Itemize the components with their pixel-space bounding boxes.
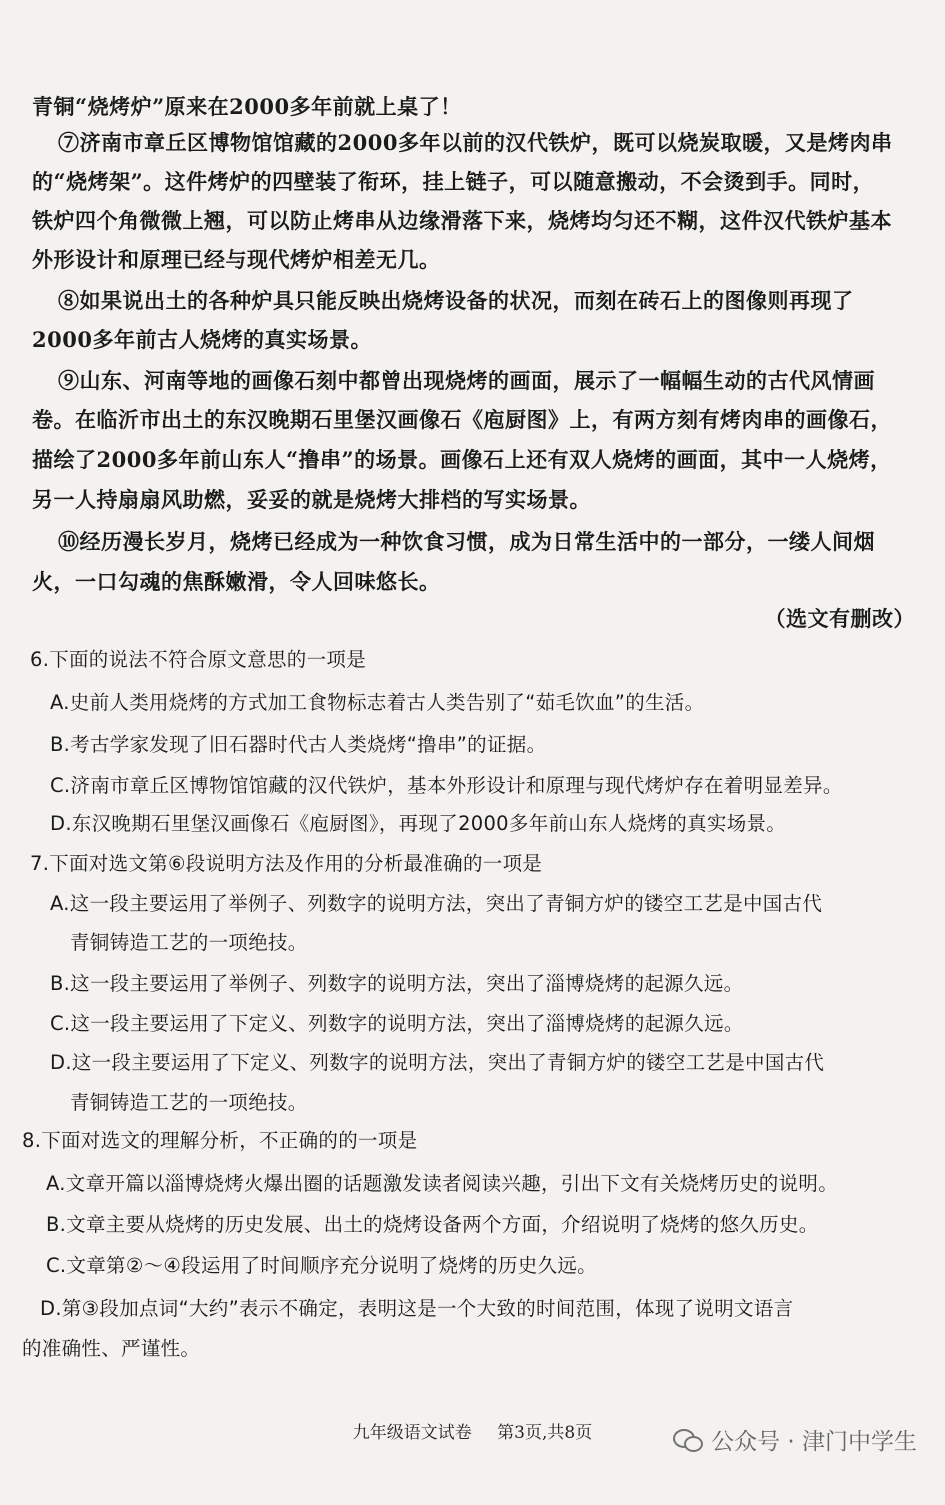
question-7-stem: 7.下面对选文第⑥段说明方法及作用的分析最准确的一项是 bbox=[30, 852, 543, 875]
question-8-option-d-cont: 的准确性、严谨性。 bbox=[22, 1337, 201, 1360]
question-6-stem: 6.下面的说法不符合原文意思的一项是 bbox=[30, 648, 367, 671]
question-7-option-d-cont: 青铜铸造工艺的一项绝技。 bbox=[70, 1091, 308, 1114]
question-8-option-c: C.文章第②～④段运用了时间顺序充分说明了烧烤的历史久远。 bbox=[46, 1254, 597, 1277]
question-7-option-c: C.这一段主要运用了下定义、列数字的说明方法，突出了淄博烧烤的起源久远。 bbox=[50, 1012, 744, 1035]
question-6-option-c: C.济南市章丘区博物馆馆藏的汉代铁炉，基本外形设计和原理与现代烤炉存在着明显差异。 bbox=[50, 774, 843, 797]
paragraph-10-line: ⑩经历漫长岁月，烧烤已经成为一种饮食习惯，成为日常生活中的一部分，一缕人间烟 bbox=[58, 529, 875, 554]
passage-line: 火，一口勾魂的焦酥嫩滑，令人回味悠长。 bbox=[32, 569, 441, 594]
passage-line: 的“烧烤架”。这件烤炉的四壁装了衔环，挂上链子，可以随意搬动，不会烫到手。同时， bbox=[32, 169, 875, 194]
question-7-option-a: A.这一段主要运用了举例子、列数字的说明方法，突出了青铜方炉的镂空工艺是中国古代 bbox=[50, 892, 823, 915]
question-7-option-a-cont: 青铜铸造工艺的一项绝技。 bbox=[70, 931, 308, 954]
passage-line: 描绘了2000多年前山东人“撸串”的场景。画像石上还有双人烧烤的画面，其中一人烧烤， bbox=[32, 447, 892, 472]
passage-line: 铁炉四个角微微上翘，可以防止烤串从边缘滑落下来，烧烤均匀还不糊，这件汉代铁炉基本 bbox=[32, 208, 892, 233]
wechat-watermark bbox=[673, 1423, 917, 1456]
question-7-option-b: B.这一段主要运用了举例子、列数字的说明方法，突出了淄博烧烤的起源久远。 bbox=[50, 972, 744, 995]
question-8-option-a: A.文章开篇以淄博烧烤火爆出圈的话题激发读者阅读兴趣，引出下文有关烧烤历史的说明。 bbox=[46, 1172, 838, 1195]
question-8-option-d: D.第③段加点词“大约”表示不确定，表明这是一个大致的时间范围，体现了说明文语言 bbox=[40, 1297, 794, 1320]
question-8-option-b: B.文章主要从烧烤的历史发展、出土的烧烤设备两个方面，介绍说明了烧烤的悠久历史。 bbox=[46, 1213, 819, 1236]
question-6-option-d: D.东汉晚期石里堡汉画像石《庖厨图》，再现了2000多年前山东人烧烤的真实场景。 bbox=[50, 812, 787, 835]
watermark-text: 公众号 · 津门中学生 bbox=[711, 1429, 917, 1455]
question-8-stem: 8.下面对选文的理解分析，不正确的的一项是 bbox=[22, 1129, 418, 1152]
paragraph-7-line: ⑦济南市章丘区博物馆馆藏的2000多年以前的汉代铁炉，既可以烧炭取暖，又是烤肉串 bbox=[58, 130, 893, 155]
passage-line: 2000多年前古人烧烤的真实场景。 bbox=[32, 327, 372, 352]
source-note: （选文有删改） bbox=[764, 606, 915, 631]
wechat-icon bbox=[673, 1427, 703, 1453]
page-number: 第3页,共8页 bbox=[497, 1423, 593, 1443]
passage-line: 另一人持扇扇风助燃，妥妥的就是烧烤大排档的写实场景。 bbox=[32, 487, 591, 512]
passage-line: 外形设计和原理已经与现代烤炉相差无几。 bbox=[32, 247, 441, 272]
passage-line: 青铜“烧烤炉”原来在2000多年前就上桌了！ bbox=[32, 94, 462, 119]
question-7-option-d: D.这一段主要运用了下定义、列数字的说明方法，突出了青铜方炉的镂空工艺是中国古代 bbox=[50, 1051, 825, 1074]
exam-title: 九年级语文试卷 bbox=[352, 1423, 472, 1443]
passage-line: 卷。在临沂市出土的东汉晚期石里堡汉画像石《庖厨图》上，有两方刻有烤肉串的画像石， bbox=[32, 407, 892, 432]
paragraph-8-line: ⑧如果说出土的各种炉具只能反映出烧烤设备的状况，而刻在砖石上的图像则再现了 bbox=[58, 288, 854, 313]
paragraph-9-line: ⑨山东、河南等地的画像石刻中都曾出现烧烤的画面，展示了一幅幅生动的古代风情画 bbox=[58, 368, 875, 393]
question-6-option-b: B.考古学家发现了旧石器时代古人类烧烤“撸串”的证据。 bbox=[50, 733, 547, 756]
question-6-option-a: A.史前人类用烧烤的方式加工食物标志着古人类告别了“茹毛饮血”的生活。 bbox=[50, 691, 705, 714]
